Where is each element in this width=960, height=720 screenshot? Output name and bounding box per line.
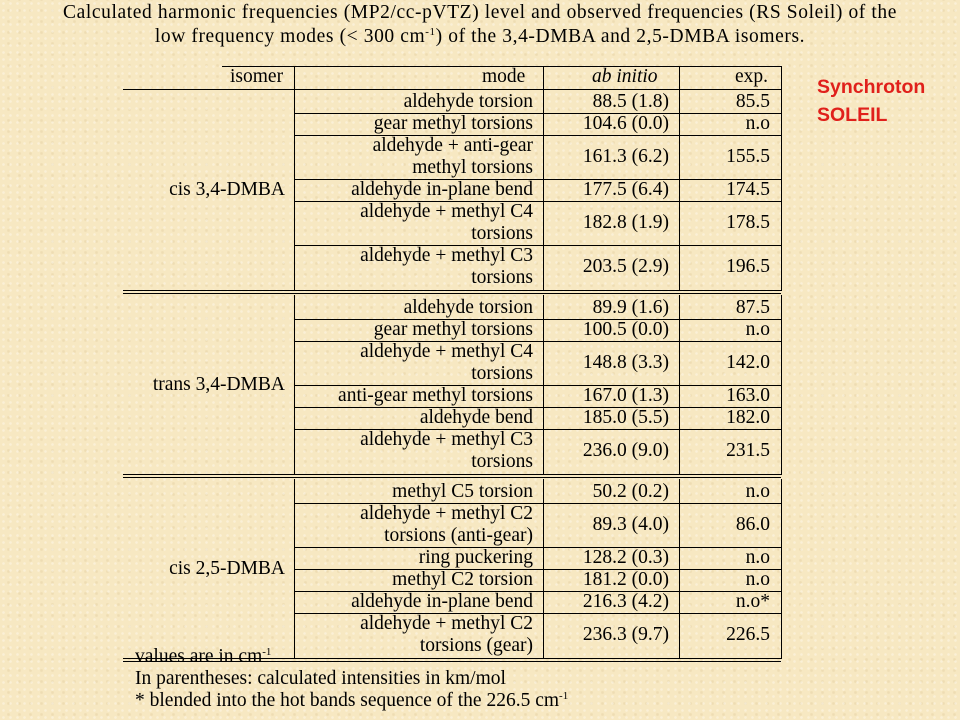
column-rule [679,89,680,291]
exp-cell: 163.0 [726,385,770,406]
column-rule [679,479,680,659]
row-rule [294,319,781,320]
mode-cell: aldehyde + methyl C3 [360,245,533,266]
column-rule [543,479,544,659]
group-rule [123,474,781,475]
mode-cell: torsions [471,451,533,472]
exp-cell: 87.5 [735,297,770,318]
brand-line-2: SOLEIL [817,104,888,126]
ab-initio-cell: 167.0 (1.3) [582,385,669,406]
exp-cell: n.o* [735,591,770,612]
exp-cell: n.o [745,547,770,568]
ab-initio-cell: 89.3 (4.0) [592,514,669,535]
column-rule [781,89,782,291]
column-rule [543,295,544,475]
mode-cell: aldehyde + methyl C4 [360,201,533,222]
exp-cell: 86.0 [735,514,770,535]
ab-initio-cell: 182.8 (1.9) [582,212,669,233]
title-line-1: Calculated harmonic frequencies (MP2/cc-pVTZ) level and observed frequencies (RS Soleil) of the [62,2,898,23]
ab-initio-cell: 203.5 (2.9) [582,256,669,277]
mode-cell: ring puckering [418,547,533,568]
column-rule [294,89,295,291]
ab-initio-cell: 104.6 (0.0) [582,113,669,134]
mode-cell: torsions [471,223,533,244]
footnote-blended: * blended into the hot bands sequence of the 226.5 $cm^{-1}$ [135,690,569,711]
ab-initio-cell: 236.3 (9.7) [582,624,669,645]
mode-cell: aldehyde + methyl C2 [360,613,533,634]
mode-cell: torsions (gear) [419,635,533,656]
ab-initio-cell: 100.5 (0.0) [582,319,669,340]
row-rule [294,547,781,548]
row-rule [294,113,781,114]
exp-cell: 85.5 [735,91,770,112]
ab-initio-cell: 236.0 (9.0) [582,440,669,461]
row-rule [294,135,781,136]
header-bottom-rule [123,89,781,90]
ab-initio-cell: 177.5 (6.4) [582,179,669,200]
exp-cell: 142.0 [726,352,770,373]
mode-cell: aldehyde + methyl C2 [360,503,533,524]
mode-cell: methyl C5 torsion [392,481,533,502]
ab-initio-cell: 89.9 (1.6) [592,297,669,318]
group-rule [123,290,781,291]
row-rule [294,407,781,408]
footnote-intensities: In parentheses: calculated intensities in km/mol [135,668,506,689]
group-rule [123,293,781,294]
header-exp: exp. [735,66,769,87]
mode-cell: aldehyde + methyl C3 [360,429,533,450]
mode-cell: aldehyde torsion [403,91,533,112]
header-column-rule [294,66,295,90]
footnote-units: values are in $cm^{-1}$ [135,646,272,667]
ab-initio-cell: 50.2 (0.2) [592,481,669,502]
mode-cell: aldehyde + anti-gear [372,135,533,156]
header-column-rule [543,66,544,90]
column-rule [294,479,295,659]
header-column-rule [679,66,680,90]
exp-cell: 155.5 [726,146,770,167]
isomer-cell: cis 3,4-DMBA [169,179,285,200]
exp-cell: n.o [745,319,770,340]
mode-cell: aldehyde in-plane bend [351,591,533,612]
title-line-2: low frequency modes (< 300 $cm^{-1}$) of the 3,4-DMBA and 2,5-DMBA isomers. [154,26,806,47]
isomer-cell: cis 2,5-DMBA [169,558,285,579]
ab-initio-cell: 148.8 (3.3) [582,352,669,373]
header-mode: mode [482,66,526,87]
group-rule [123,477,781,478]
header-column-rule [781,66,782,90]
mode-cell: aldehyde + methyl C4 [360,341,533,362]
mode-cell: gear methyl torsions [373,113,533,134]
column-rule [294,295,295,475]
mode-cell: aldehyde in-plane bend [351,179,533,200]
synchrotron-soleil-label [817,73,925,129]
isomer-cell: trans 3,4-DMBA [152,374,285,395]
exp-cell: 182.0 [726,407,770,428]
mode-cell: gear methyl torsions [373,319,533,340]
ab-initio-cell: 88.5 (1.8) [592,91,669,112]
slide-title [0,1,960,49]
table-footnotes [135,646,568,712]
mode-cell: aldehyde torsion [403,297,533,318]
exp-cell: 178.5 [726,212,770,233]
exp-cell: 174.5 [726,179,770,200]
exp-cell: n.o [745,113,770,134]
exp-cell: 226.5 [726,624,770,645]
ab-initio-cell: 161.3 (6.2) [582,146,669,167]
column-rule [781,295,782,475]
column-rule [543,89,544,291]
exp-cell: 231.5 [726,440,770,461]
row-rule [294,569,781,570]
exp-cell: 196.5 [726,256,770,277]
header-isomer: isomer [230,66,284,87]
mode-cell: anti-gear methyl torsions [338,385,533,406]
ab-initio-cell: 216.3 (4.2) [582,591,669,612]
brand-line-1: Synchroton [817,76,926,98]
ab-initio-cell: 128.2 (0.3) [582,547,669,568]
header-ab-initio: ab initio [592,66,658,87]
mode-cell: aldehyde bend [419,407,533,428]
ab-initio-cell: 185.0 (5.5) [582,407,669,428]
column-rule [781,479,782,659]
ab-initio-cell: 181.2 (0.0) [582,569,669,590]
exp-cell: n.o [745,569,770,590]
column-rule [679,295,680,475]
mode-cell: torsions [471,267,533,288]
mode-cell: methyl C2 torsion [392,569,533,590]
mode-cell: torsions (anti-gear) [384,525,533,546]
exp-cell: n.o [745,481,770,502]
mode-cell: torsions [471,363,533,384]
mode-cell: methyl torsions [412,157,533,178]
